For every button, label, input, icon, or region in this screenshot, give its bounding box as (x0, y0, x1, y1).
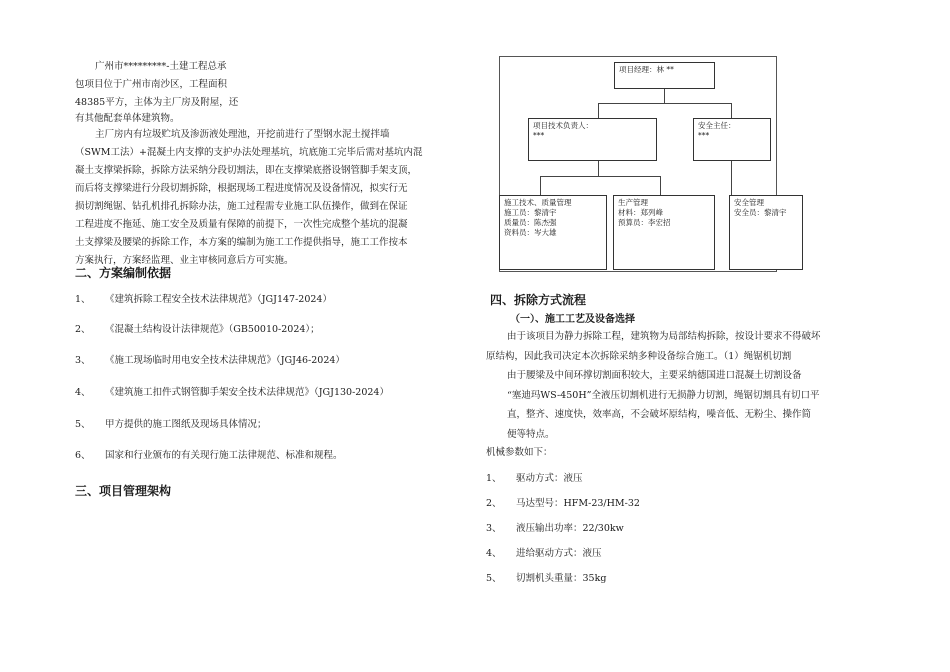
intro-paragraph-line: 土支撑梁及腰梁的拆除工作，本方案的编制为施工工作提供指导，施工工作按本 (75, 237, 408, 248)
connector-line (540, 176, 660, 177)
intro-line: 有其他配套单体建筑物。 (75, 113, 180, 124)
list-text: 《混凝土结构设计法律规范》（GB50010-2024）； (105, 324, 320, 335)
section-title: 三、项目管理架构 (75, 484, 172, 498)
list-number: 4、 (75, 387, 91, 398)
list-text: 《建筑拆除工程安全技术法律规范》（JGJ147-2024） (105, 294, 332, 305)
intro-paragraph-line: 凝土支撑梁拆除，拆除方法采纳分段切割法，即在支撑梁底搭设钢管脚手架支顶， (75, 165, 418, 176)
list-number: 2、 (75, 324, 91, 335)
subsection-title: （一）、施工工艺及设备选择 (510, 314, 635, 325)
org-box-text: 施工技术、质量管理 (504, 198, 572, 207)
list-number: 3、 (486, 523, 502, 534)
list-item (486, 545, 602, 559)
connector-line (598, 161, 599, 176)
org-box-tech-lead (528, 118, 657, 161)
params-title: 机械参数如下： (486, 447, 553, 458)
org-box-text: *** (698, 131, 710, 140)
org-box-text: 资料员：岑大雄 (504, 228, 557, 237)
list-text: 驱动方式：液压 (516, 473, 583, 484)
org-box-tech-quality (499, 195, 607, 270)
intro-line: 包项目位于广州市南沙区，工程面积 (75, 79, 228, 90)
intro-line: 广州市*********-土建工程总承 (95, 61, 227, 72)
list-item (486, 470, 583, 484)
process-line: 由于腰梁及中间环撑切割面积较大，主要采纳德国进口混凝土切割设备 (507, 370, 802, 381)
list-text: 切割机头重量：35kg (516, 573, 607, 584)
org-box-text: 安全主任： (698, 121, 736, 130)
intro-paragraph-line: 损切割绳锯、钻孔机排孔拆除办法，施工过程需专业施工队伍操作，做到在保证 (75, 201, 408, 212)
intro-line: 48385平方，主体为主厂房及附屋，还 (75, 97, 239, 108)
list-number: 5、 (75, 419, 91, 430)
process-line: 原结构，因此我司决定本次拆除采纳多种设备综合施工。（1）绳锯机切割 (486, 351, 792, 362)
section-title: 二、方案编制依据 (75, 266, 172, 280)
org-box-production (613, 195, 715, 270)
connector-line (664, 89, 665, 103)
process-line: 由于该项目为静力拆除工程，建筑物为局部结构拆除，按设计要求不得破坏 (507, 331, 821, 342)
list-item (75, 352, 345, 366)
org-box-safety (729, 195, 803, 270)
list-item (75, 291, 332, 305)
list-number: 2、 (486, 498, 502, 509)
list-item (75, 416, 267, 430)
list-text: 液压输出功率：22/30kw (516, 523, 624, 534)
list-item (486, 495, 640, 509)
list-number: 5、 (486, 573, 502, 584)
connector-line (660, 176, 661, 195)
list-item (75, 447, 343, 461)
connector-line (598, 103, 599, 118)
list-item (75, 384, 389, 398)
list-number: 1、 (486, 473, 502, 484)
list-text: 甲方提供的施工图纸及现场具体情况； (105, 419, 267, 430)
org-box-text: 安全管理 (734, 198, 764, 207)
list-text: 《建筑施工扣件式钢管脚手架安全技术法律规范》（JGJ130-2024） (105, 387, 389, 398)
section-title: 四、拆除方式流程 (490, 293, 587, 307)
org-box-text: *** (533, 131, 545, 140)
list-number: 3、 (75, 355, 91, 366)
org-box-text: 安全员：黎清宇 (734, 208, 787, 217)
list-text: 马达型号：HFM-23/HM-32 (516, 498, 640, 509)
list-item (486, 570, 606, 584)
process-line: 便等特点。 (507, 429, 555, 440)
list-item (486, 520, 624, 534)
intro-paragraph-line: 方案执行，方案经监理、业主审核同意后方可实施。 (75, 255, 294, 266)
org-box-text: 预算员：李宏招 (618, 218, 671, 227)
list-number: 4、 (486, 548, 502, 559)
connector-line (598, 103, 731, 104)
org-box-project-manager (614, 62, 715, 89)
org-box-text: 项目经理：林 ** (619, 65, 674, 74)
org-box-text: 项目技术负责人： (533, 121, 593, 130)
org-box-text: 生产管理 (618, 198, 648, 207)
list-text: 《施工现场临时用电安全技术法律规范》（JGJ46-2024） (105, 355, 345, 366)
org-box-text: 质量员：陈杰强 (504, 218, 557, 227)
org-box-text: 材料：郑列峰 (618, 208, 663, 217)
connector-line (731, 161, 732, 195)
process-line: 直，整齐、速度快，效率高，不会破坏原结构，噪音低、无粉尘、操作简 (507, 409, 812, 420)
org-box-safety-director (693, 118, 771, 161)
connector-line (731, 103, 732, 118)
list-item (75, 321, 320, 335)
intro-paragraph-line: 工程进度不拖延、施工安全及质量有保障的前提下，一次性完成整个基坑的混凝 (75, 219, 408, 230)
list-text: 国家和行业颁布的有关现行施工法律规范、标准和规程。 (105, 450, 343, 461)
list-number: 1、 (75, 294, 91, 305)
org-box-text: 施工员：黎清宇 (504, 208, 557, 217)
intro-paragraph-line: （SWM工法）+混凝土内支撑的支护办法处理基坑，坑底施工完毕后需对基坑内混 (75, 147, 423, 158)
process-line: “塞迪玛WS-450H”全液压切割机进行无损静力切割，绳锯切割具有切口平 (507, 390, 820, 401)
list-number: 6、 (75, 450, 91, 461)
intro-paragraph-line: 主厂房内有垃圾贮坑及渗沥液处理池，开挖前进行了型钢水泥土搅拌墙 (95, 129, 390, 140)
list-text: 进给驱动方式：液压 (516, 548, 602, 559)
connector-line (540, 176, 541, 195)
intro-paragraph-line: 而后将支撑梁进行分段切割拆除，根据现场工程进度情况及设备情况，拟实行无 (75, 183, 408, 194)
